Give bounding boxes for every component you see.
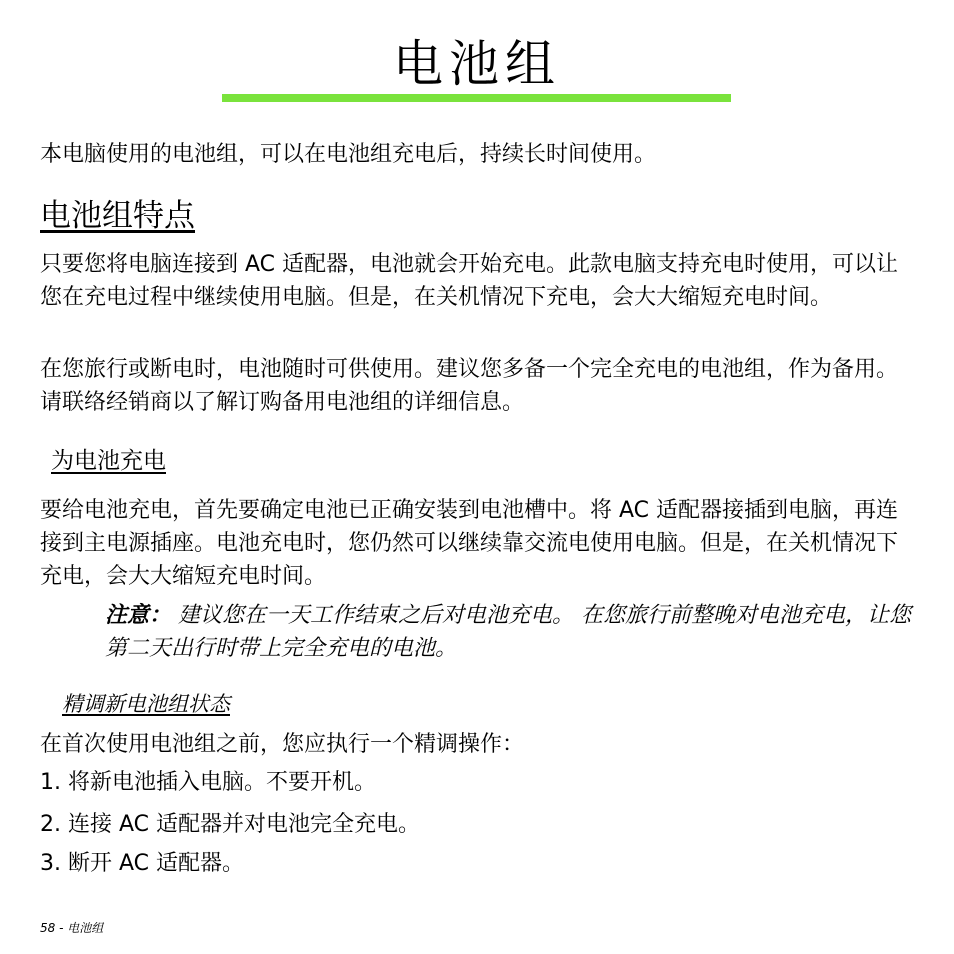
note-block	[105, 599, 917, 665]
page-footer: 58 - 电池组	[40, 921, 104, 935]
sub-heading-charging: 为电池充电	[51, 448, 166, 474]
features-paragraph-2: 在您旅行或断电时，电池随时可供使用。建议您多备一个完全充电的电池组，作为备用。请联络经销商以了解订购备用电池组的详细信息。	[40, 357, 899, 415]
list-item: 2. 连接 AC 适配器并对电池完全充电。	[40, 812, 420, 837]
features-paragraph-1: 只要您将电脑连接到 AC 适配器，电池就会开始充电。此款电脑支持充电时使用，可以让您在充电过程中继续使用电脑。但是，在关机情况下充电，会大大缩短充电时间。	[40, 252, 899, 310]
list-item: 1. 将新电池插入电脑。不要开机。	[40, 770, 376, 795]
page-title: 电池组	[393, 35, 561, 93]
sub-heading-conditioning: 精调新电池组状态	[62, 692, 230, 716]
section-heading-features: 电池组特点	[40, 198, 195, 234]
note-label: 注意：	[105, 603, 172, 628]
note-text: 建议您在一天工作结束之后对电池充电。 在您旅行前整晚对电池充电，让您第二天出行时带上完全充电的电池。	[105, 603, 912, 661]
charging-paragraph: 要给电池充电，首先要确定电池已正确安装到电池槽中。将 AC 适配器接插到电脑，再连接到主电源插座。电池充电时，您仍然可以继续靠交流电使用电脑。但是，在关机情况下充电，会大大缩短充电时间。	[40, 498, 899, 589]
title-underline-bar	[222, 94, 731, 102]
list-item: 3. 断开 AC 适配器。	[40, 851, 244, 876]
conditioning-intro: 在首次使用电池组之前，您应执行一个精调操作：	[40, 732, 525, 757]
intro-paragraph: 本电脑使用的电池组，可以在电池组充电后，持续长时间使用。	[40, 142, 657, 167]
